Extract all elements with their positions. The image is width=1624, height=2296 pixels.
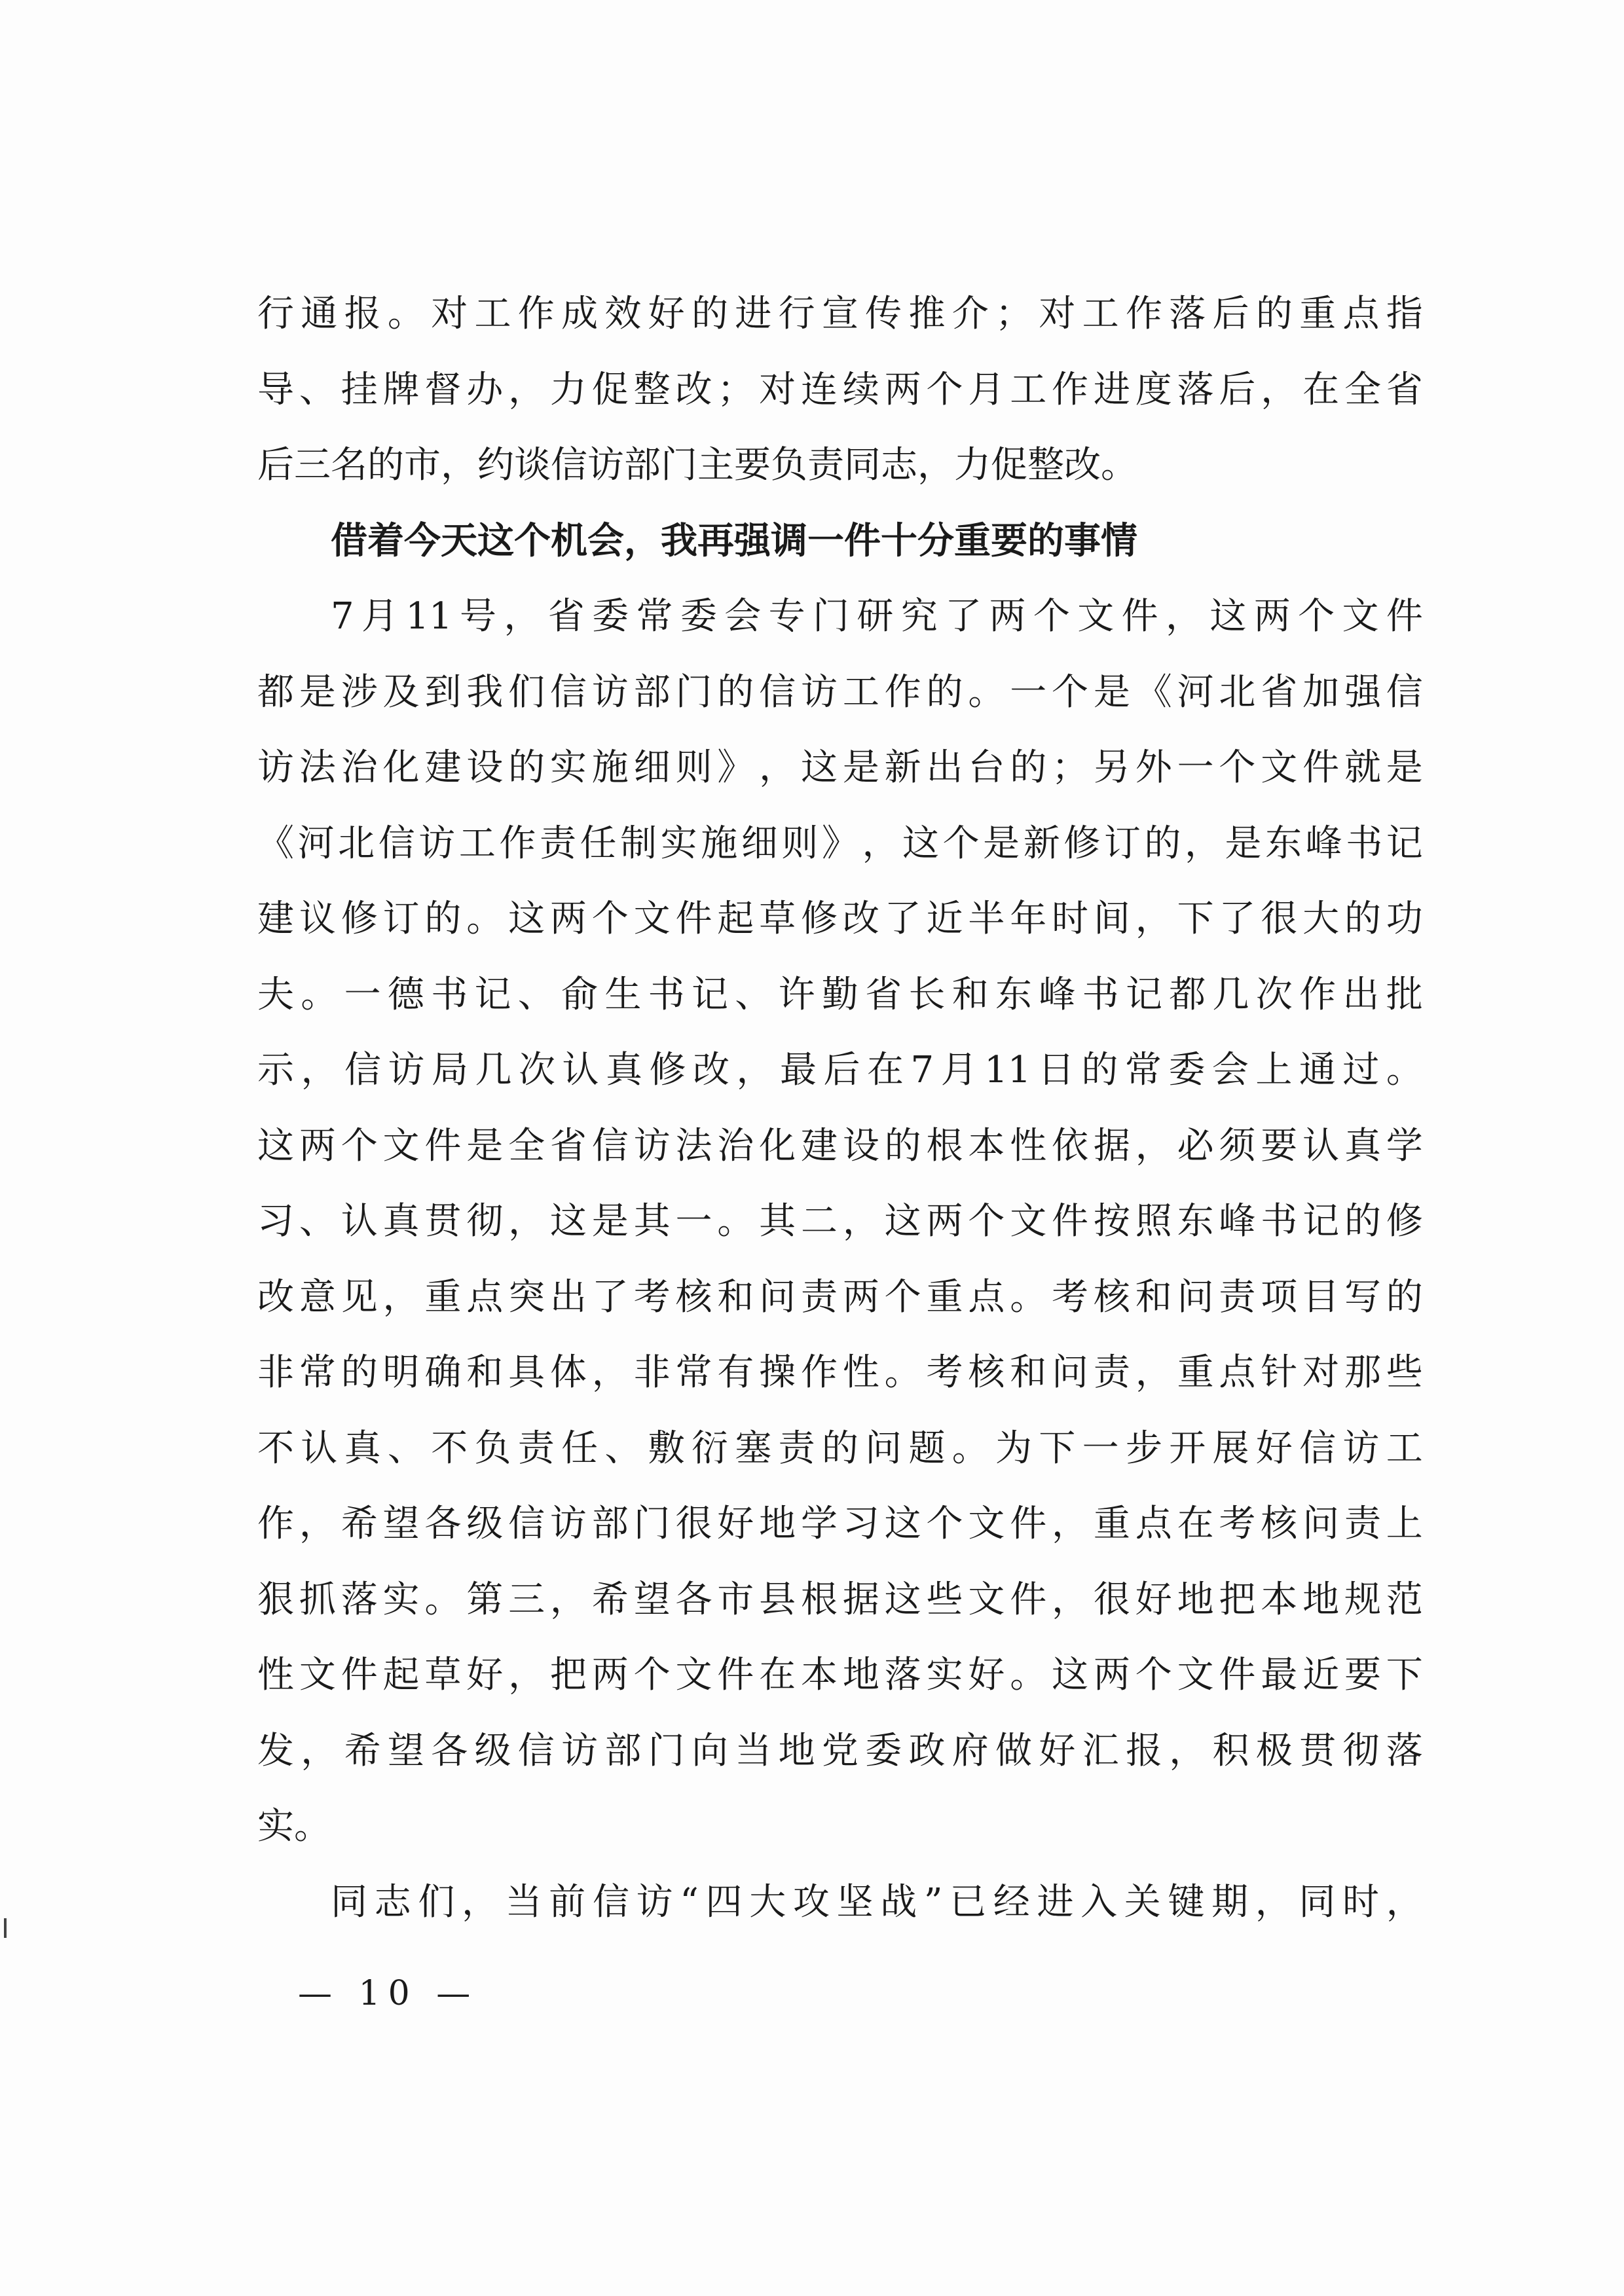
text-line: 示 ， 信 访 局 几 次 认 真 修 改 ， 最 后 在 7 月 11 日 的 常 委 会 上 通 过 。 [257,1049,1423,1091]
text-line: 建 议 修 订 的 。 这 两 个 文 件 起 草 修 改 了 近 半 年 时 间 ， 下 了 很 大 的 功 [257,898,1423,940]
body-text [257,276,1423,1940]
text-line: 后 三 名 的 市 ， 约 谈 信 访 部 门 主 要 负 责 同 志 ， 力 促 整 改 。 [257,444,1137,486]
scan-artifact [4,1918,7,1938]
text-line: 习 、 认 真 贯 彻 ， 这 是 其 一 。 其 二 ， 这 两 个 文 件 按 照 东 峰 书 记 的 修 [257,1200,1423,1243]
text-line: 实 。 [257,1805,331,1848]
text-line: 狠 抓 落 实 。 第 三 ， 希 望 各 市 县 根 据 这 些 文 件 ， 很 好 地 把 本 地 规 范 [257,1578,1423,1621]
text-line: 性 文 件 起 草 好 ， 把 两 个 文 件 在 本 地 落 实 好 。 这 两 个 文 件 最 近 要 下 [257,1654,1423,1696]
text-line: 访 法 治 化 建 设 的 实 施 细 则 》 ， 这 是 新 出 台 的 ； 另 外 一 个 文 件 就 是 [257,746,1423,789]
text-line: 同 志 们 ， 当 前 信 访 “ 四 大 攻 坚 战 ” 已 经 进 入 关 键 期 ， 同 时 ， [331,1880,1423,1923]
text-line: 导 、 挂 牌 督 办 ， 力 促 整 改 ； 对 连 续 两 个 月 工 作 进 度 落 后 ， 在 全 省 [257,368,1423,411]
text-line: 改 意 见 ， 重 点 突 出 了 考 核 和 问 责 两 个 重 点 。 考 核 和 问 责 项 目 写 的 [257,1275,1423,1319]
text-line: 非 常 的 明 确 和 具 体 ， 非 常 有 操 作 性 。 考 核 和 问 责 ， 重 点 针 对 那 些 [257,1351,1423,1394]
text-line: 7 月 11 号 ， 省 委 常 委 会 专 门 研 究 了 两 个 文 件 ， 这 两 个 文 件 [331,595,1423,638]
text-line: 都 是 涉 及 到 我 们 信 访 部 门 的 信 访 工 作 的 。 一 个 是 《 河 北 省 加 强 信 [257,670,1423,714]
text-line: 夫 。 一 德 书 记 、 俞 生 书 记 、 许 勤 省 长 和 东 峰 书 记 都 几 次 作 出 批 [257,973,1423,1016]
text-line: 行 通 报 。 对 工 作 成 效 好 的 进 行 宣 传 推 介 ； 对 工 作 落 后 的 重 点 指 [257,293,1423,335]
page-number: — 10 — [298,1974,479,2013]
text-line: 《 河 北 信 访 工 作 责 任 制 实 施 细 则 》 ， 这 个 是 新 修 订 的 ， 是 东 峰 书 记 [257,822,1423,865]
text-line: 这 两 个 文 件 是 全 省 信 访 法 治 化 建 设 的 根 本 性 依 据 ， 必 须 要 认 真 学 [257,1124,1423,1167]
text-line: 不 认 真 、 不 负 责 任 、 敷 衍 塞 责 的 问 题 。 为 下 一 步 开 展 好 信 访 工 [257,1427,1423,1470]
text-line: 作 ， 希 望 各 级 信 访 部 门 很 好 地 学 习 这 个 文 件 ， 重 点 在 考 核 问 责 上 [257,1503,1423,1545]
text-line: 发 ， 希 望 各 级 信 访 部 门 向 当 地 党 委 政 府 做 好 汇 报 ， 积 极 贯 彻 落 [257,1729,1423,1772]
section-heading: 借 着 今 天 这 个 机 会 ， 我 再 强 调 一 件 十 分 重 要 的 事 情 [331,519,1137,562]
